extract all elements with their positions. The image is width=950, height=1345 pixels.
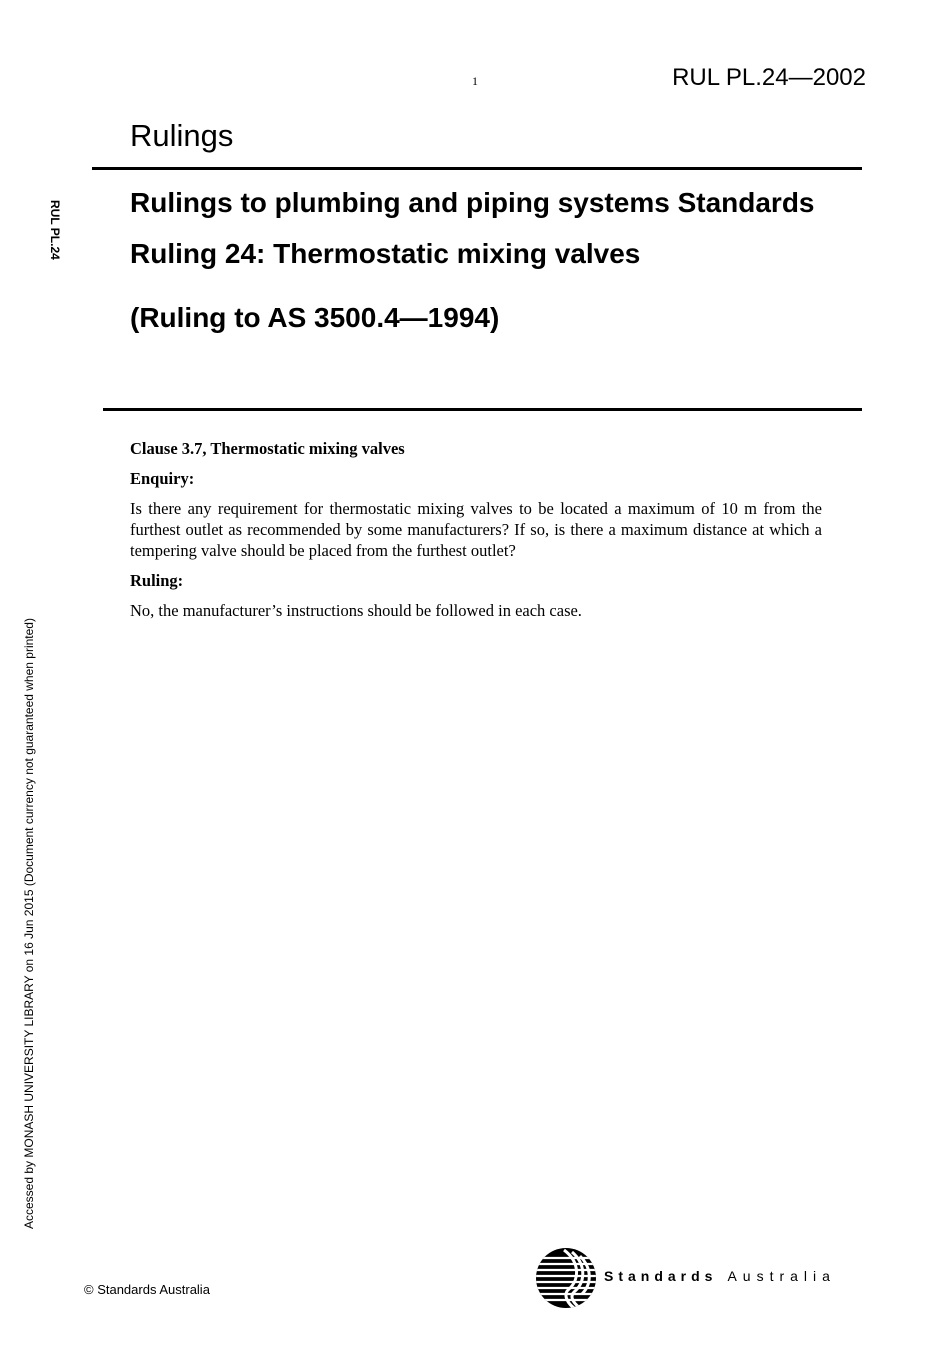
clause-heading: Clause 3.7, Thermostatic mixing valves (130, 439, 405, 458)
page-number: 1 (472, 74, 478, 88)
document-id: RUL PL.24—2002 (672, 64, 866, 91)
bottom-divider (103, 408, 862, 411)
ruling-reference: (Ruling to AS 3500.4—1994) (130, 302, 500, 333)
copyright: © Standards Australia (84, 1282, 210, 1297)
ruling-title: Ruling 24: Thermostatic mixing valves (130, 238, 641, 269)
main-title: Rulings to plumbing and piping systems Standards (130, 187, 815, 218)
logo-word-standards: Standards (604, 1268, 718, 1284)
document-body (130, 438, 822, 630)
standards-australia-globe-icon (534, 1246, 598, 1315)
logo-word-australia: Australia (727, 1268, 836, 1284)
globe-graphic (534, 1246, 598, 1310)
logo-wordmark (604, 1268, 836, 1284)
title-block (130, 186, 830, 335)
ruling-text: No, the manufacturer’s instructions should be followed in each case. (130, 601, 582, 620)
access-note: Accessed by MONASH UNIVERSITY LIBRARY on 16 Jun 2015 (Document currency not guaranteed when printed) (22, 618, 36, 1230)
spine-label: RUL PL.24 (48, 200, 62, 260)
enquiry-text: Is there any requirement for thermostatic mixing valves to be located a maximum of 10 m from the furthest outlet as recommended by some manufacturers? If so, is there a maximum distance at which a tempering valve should be placed from the furthest outlet? (130, 499, 822, 560)
ruling-label: Ruling: (130, 571, 184, 590)
top-divider (92, 167, 862, 170)
section-heading: Rulings (130, 118, 234, 153)
enquiry-label: Enquiry: (130, 469, 195, 488)
